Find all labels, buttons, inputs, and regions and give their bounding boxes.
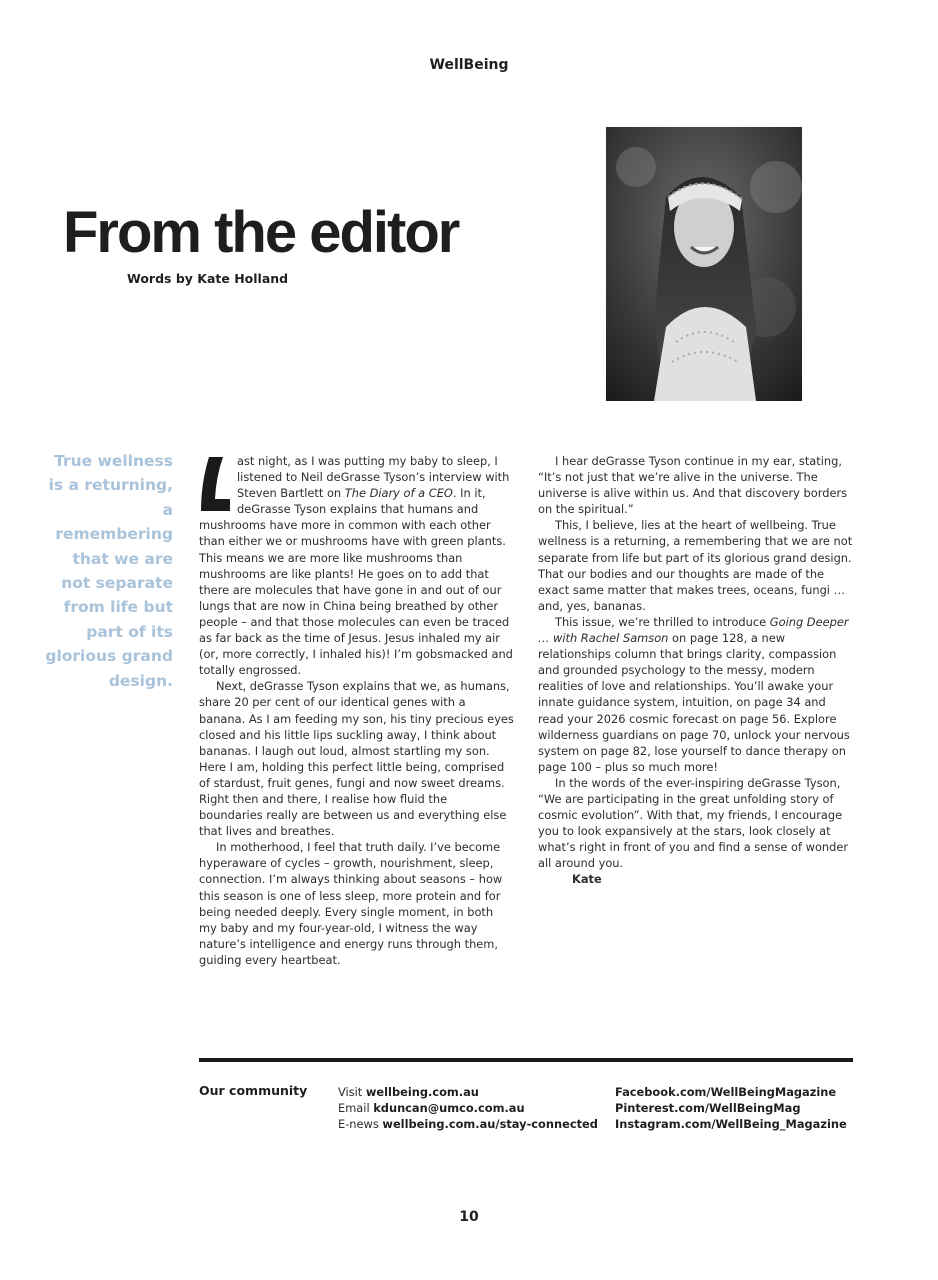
drop-cap-l [199, 455, 232, 513]
community-label: Our community [199, 1083, 308, 1098]
paragraph-7: In the words of the ever-inspiring deGrasse Tyson, “We are participating in the great unfolding story of cosmic evolution”. With that, my friends, I encourage you to look expansively at the stars, look closely at what’s right in front of you and find a sense of wonder all around you. [538, 775, 849, 871]
magazine-brand: WellBeing [429, 57, 509, 73]
enews-link[interactable]: wellbeing.com.au/stay-connected [382, 1117, 598, 1131]
paragraph-1: ast night, as I was putting my baby to sleep, I listened to Neil deGrasse Tyson’s interview with Steven Bartlett on The Diary of a CEO. In it, deGrasse Tyson explains that humans and mushrooms have more in common with each other than either we or mushrooms have with green plants. This means we are more like mushrooms than mushrooms are like plants! He goes on to add that there are molecules that have gone in and out of our lungs that are now in China being breathed by other people – and that those molecules can even be traced as far back as the time of Jesus. Jesus inhaled my air (or, more correctly, I inhaled his)! I’m gobsmacked and totally engrossed. [199, 454, 513, 678]
visit-line: Visit wellbeing.com.au [338, 1085, 479, 1099]
community-contacts [338, 1084, 598, 1132]
podcast-title: The Diary of a CEO [344, 486, 453, 501]
website-link[interactable]: wellbeing.com.au [365, 1085, 479, 1099]
editor-photo [606, 127, 802, 401]
email-link[interactable]: kduncan@umco.com.au [373, 1101, 525, 1115]
article-column-2 [538, 453, 853, 888]
pinterest-link[interactable]: Pinterest.com/WellBeingMag [615, 1101, 801, 1115]
paragraph-6: This issue, we’re thrilled to introduce Going Deeper … with Rachel Samson on page 128, a new relationships column that brings clarity, compassion and grounded psychology to the messy, modern realities of love and relationships. You’ll awake your innate guidance system, intuition, on page 34 and read your 2026 cosmic forecast on page 56. Explore wilderness guardians on page 70, unlock your nervous system on page 82, lose yourself to dance therapy on page 100 – plus so much more! [538, 614, 850, 774]
page-number: 10 [459, 1209, 479, 1225]
paragraph-4: I hear deGrasse Tyson continue in my ear, stating, “It’s not just that we’re alive in the universe. The universe is alive within us. And that discovery borders on the spiritual.” [538, 454, 848, 517]
pull-quote: True wellness is a returning, a remembering that we are not separate from life but part of its glorious grand design. [45, 452, 173, 690]
paragraph-5: This, I believe, lies at the heart of wellbeing. True wellness is a returning, a remembering that we are not separate from life but part of its glorious grand design. That our bodies and our thoughts are made of the exact same matter that makes trees, oceans, fungi … and, yes, bananas. [538, 518, 853, 613]
page-title: From the editor [63, 200, 459, 265]
signoff: Kate [572, 872, 602, 887]
email-line: Email kduncan@umco.com.au [338, 1101, 525, 1115]
divider-rule [199, 1058, 853, 1062]
social-links [615, 1084, 847, 1132]
byline: Words by Kate Holland [127, 271, 289, 286]
paragraph-2: Next, deGrasse Tyson explains that we, as humans, share 20 per cent of our identical genes with a banana. As I am feeding my son, his tiny precious eyes closed and his little lips suckling away, I think about bananas. I laugh out loud, almost startling my son. Here I am, holding this perfect little being, comprised of stardust, fruit genes, fungi and now sweet dreams. Right then and there, I realise how fluid the boundaries really are between us and everything else that lives and breathes. [199, 679, 514, 839]
facebook-link[interactable]: Facebook.com/WellBeingMagazine [615, 1085, 837, 1099]
instagram-link[interactable]: Instagram.com/WellBeing_Magazine [615, 1117, 847, 1131]
article-column-1 [199, 453, 514, 968]
paragraph-3: In motherhood, I feel that truth daily. I’ve become hyperaware of cycles – growth, nourishment, sleep, connection. I’m always thinking about seasons – how this season is one of less sleep, more protein and for being needed deeply. Every single moment, in both my baby and my four-year-old, I witness the way nature’s intelligence and energy runs through them, guiding every heartbeat. [199, 840, 503, 967]
enews-line: E-news wellbeing.com.au/stay-connected [338, 1117, 598, 1131]
column-title: Going Deeper … with Rachel Samson [538, 614, 849, 646]
